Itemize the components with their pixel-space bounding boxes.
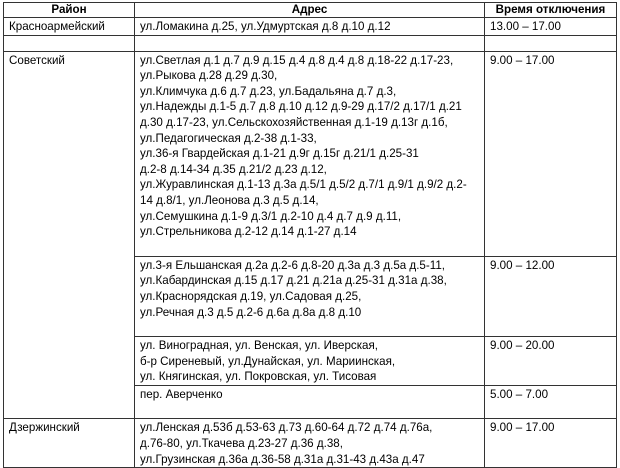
address-line: ул.3-я Ельшанская д.2а д.2-6 д.8-20 д.3а д.3 д.5а д.5-11, xyxy=(140,258,445,272)
address-line: ул.Стрельникова д.2-12 д.14 д.1-27 д.14 xyxy=(140,225,357,239)
column-header-time: Время отключения xyxy=(485,3,617,18)
table-header-row xyxy=(4,3,617,18)
time-cell: 9.00 – 17.00 xyxy=(485,419,617,468)
address-line: д.76-80, ул.Ткачева д.23-27 д.36 д.38, xyxy=(140,437,343,451)
address-cell xyxy=(135,419,485,468)
address-line: ул.Краснорядская д.19, ул.Садовая д.25, xyxy=(140,289,362,303)
address-line: ул.Ленская д.53б д.53-63 д.73 д.60-64 д.72 д.74 д.76а, xyxy=(140,421,433,435)
address-line: д.2-8 д.14-34 д.35 д.21/2 д.23 д.12, xyxy=(140,162,327,176)
district-cell: Дзержинский xyxy=(4,419,135,468)
address-line: ул. Княгинская, ул. Покровская, ул. Тисовая xyxy=(140,370,377,384)
address-line: ул.Кабардинская д.15 д.17 д.21 д.21а д.25-31 д.31а д.38, xyxy=(140,274,447,288)
address-line: ул. Виноградная, ул. Венская, ул. Иверская, xyxy=(140,339,378,353)
district-cell: Красноармейский xyxy=(4,18,135,36)
district-cell: Советский xyxy=(4,51,135,419)
address-line: ул.36-я Гвардейская д.1-21 д.9г д.15г д.21/1 д.25-31 xyxy=(140,147,419,161)
address-cell xyxy=(135,51,485,256)
address-line: ул.Педагогическая д.2-38 д.1-33, xyxy=(140,131,317,145)
address-cell xyxy=(135,18,485,36)
address-line: ул.Журавлинская д.1-13 д.3а д.5/1 д.5/2 д.7/1 д.9/1 д.9/2 д.2- xyxy=(140,178,467,192)
address-line: б-р Сиреневый, ул.Дунайская, ул. Мариинская, xyxy=(140,354,396,368)
column-header-district: Район xyxy=(4,3,135,18)
address-cell xyxy=(135,385,485,419)
table-row xyxy=(4,18,617,36)
address-line: ул.Семушкина д.1-9 д.3/1 д.2-10 д.4 д.7 д.9 д.11, xyxy=(140,209,402,223)
address-line: пер. Аверченко xyxy=(140,387,223,401)
address-line: ул.Надежды д.1-5 д.7 д.8 д.10 д.12 д.9-29 д.17/2 д.17/1 д.21 xyxy=(140,100,462,114)
address-line: ул.Ломакина д.25, ул.Удмуртская д.8 д.10 д.12 xyxy=(140,20,391,33)
time-cell: 13.00 – 17.00 xyxy=(485,18,617,36)
address-line: ул.Грузинская д.36а д.36-58 д.31а д.31-43 д.43а д.47 xyxy=(140,452,425,466)
time-cell: 9.00 – 20.00 xyxy=(485,337,617,386)
address-cell xyxy=(135,337,485,386)
time-cell: 5.00 – 7.00 xyxy=(485,385,617,419)
address-line: ул.Речная д.3 д.5 д.2-6 д.6а д.8а д.8 д.10 xyxy=(140,305,362,319)
address-line: ул.Климчука д.6 д.7 д.23, ул.Бадальяна д.7 д.3, xyxy=(140,84,397,98)
time-cell: 9.00 – 12.00 xyxy=(485,256,617,336)
outage-schedule-table xyxy=(3,2,617,468)
address-line: 14 д.8/1, ул.Леонова д.3 д.5 д.14, xyxy=(140,193,319,207)
table-spacer-row xyxy=(4,35,617,51)
address-cell xyxy=(135,256,485,336)
table-row xyxy=(4,419,617,468)
time-cell: 9.00 – 17.00 xyxy=(485,51,617,256)
column-header-address: Адрес xyxy=(135,3,485,18)
address-line: ул.Светлая д.1 д.7 д.9 д.15 д.4 д.8 д.4 д.8 д.18-22 д.17-23, xyxy=(140,53,454,67)
address-line: ул.Рыкова д.28 д.29 д.30, xyxy=(140,69,278,83)
address-line: д.30 д.17-23, ул.Сельскохозяйственная д.1-19 д.13г д.1б, xyxy=(140,115,448,129)
table-row xyxy=(4,51,617,256)
